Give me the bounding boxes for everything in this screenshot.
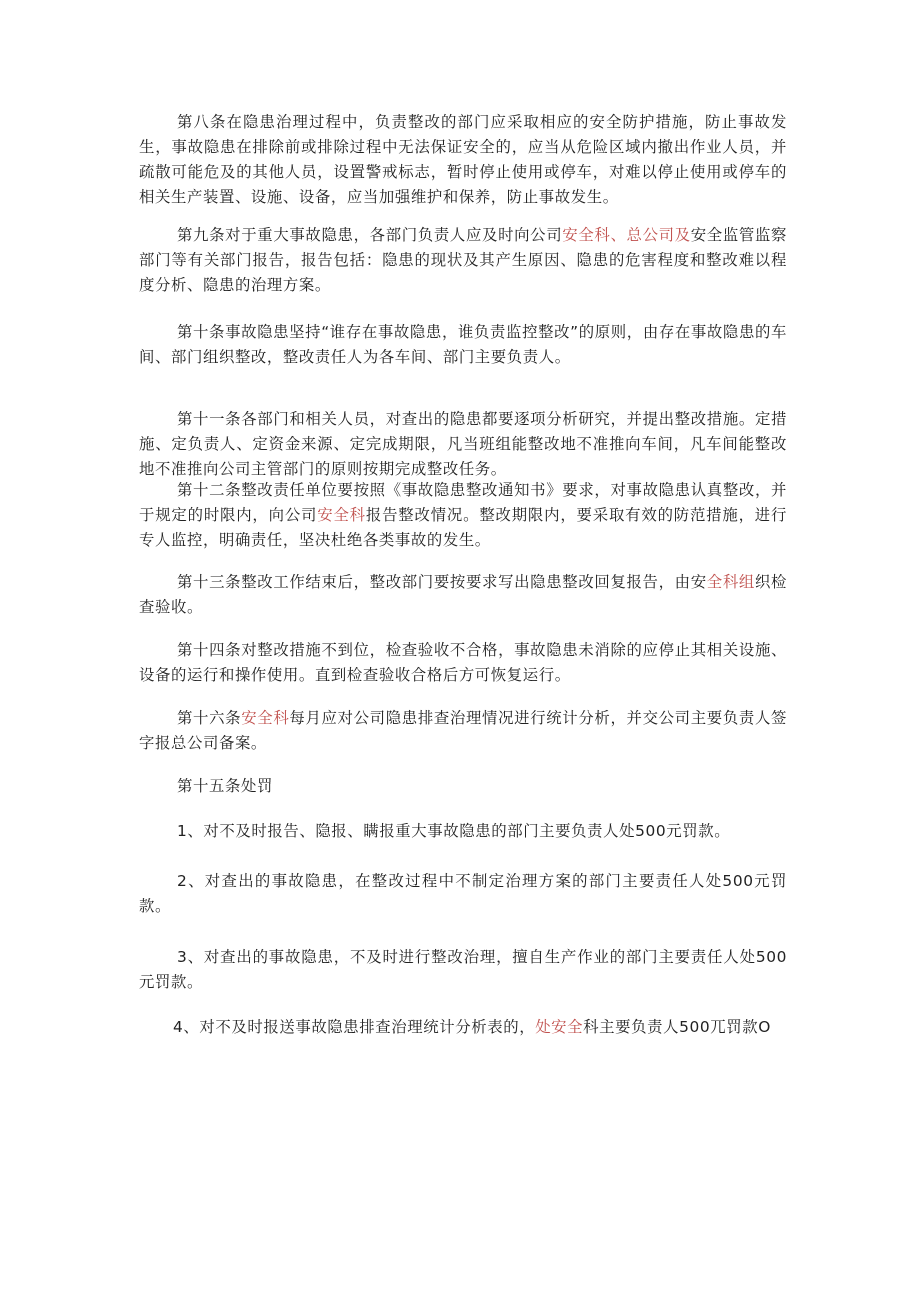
text-run: 第十一条各部门和相关人员，对查出的隐患都要逐项分析研究，并提出整改措施。定措施、定负责人、定资金来源、定完成期限，凡当班组能整改地不准推向车间，凡车间能整改地不准推向公司主管部门的原则按期完成整改任务。 [139, 410, 787, 478]
highlighted-text: 安全科、总公司及 [562, 226, 691, 244]
highlighted-text: 安全科 [241, 709, 290, 727]
text-run: 第十条事故隐患坚持“谁存在事故隐患，谁负责监控整改”的原则，由存在事故隐患的车间、部门组织整改，整改责任人为各车间、部门主要负责人。 [139, 323, 787, 366]
article-15-heading [139, 774, 787, 799]
article-11 [139, 407, 787, 482]
text-run: 第十五条处罚 [177, 777, 273, 795]
highlighted-text: 安全科 [317, 506, 366, 524]
text-run: 第九条对于重大事故隐患，各部门负责人应及时向公司 [177, 226, 563, 244]
article-8 [139, 110, 787, 210]
article-16 [139, 706, 787, 756]
text-run: 2、对查出的事故隐患，在整改过程中不制定治理方案的部门主要责任人处500元罚款。 [139, 872, 787, 915]
penalty-item-2 [139, 869, 787, 919]
text-run: 第十六条 [177, 709, 242, 727]
text-run: 1、对不及时报告、隐报、瞒报重大事故隐患的部门主要负责人处500元罚款。 [177, 822, 731, 840]
text-run: 第十三条整改工作结束后，整改部门要按要求写出隐患整改回复报告，由安 [177, 573, 707, 591]
penalty-item-4 [139, 1015, 787, 1040]
text-run: 4、对不及时报送事故隐患排查治理统计分析表的， [173, 1018, 536, 1036]
text-run: 织检查验收。 [139, 573, 787, 616]
article-13 [139, 570, 787, 620]
text-run: 第十四条对整改措施不到位，检查验收不合格，事故隐患未消除的应停止其相关设施、设备的运行和操作使用。直到检查验收合格后方可恢复运行。 [139, 641, 787, 684]
highlighted-text: 处安全 [535, 1018, 584, 1036]
highlighted-text: 全科组 [706, 573, 755, 591]
article-10 [139, 320, 787, 370]
text-run: 科主要负责人500兀罚款O [583, 1018, 771, 1036]
article-14 [139, 638, 787, 688]
text-run: 安全监管监察部门等有关部门报告，报告包括：隐患的现状及其产生原因、隐患的危害程度和整改难以程度分析、隐患的治理方案。 [139, 226, 787, 294]
penalty-item-1 [139, 819, 787, 844]
penalty-item-3 [139, 945, 787, 995]
article-9 [139, 223, 787, 298]
text-run: 每月应对公司隐患排查治理情况进行统计分析，并交公司主要负责人签字报总公司备案。 [139, 709, 787, 752]
text-run: 3、对查出的事故隐患，不及时进行整改治理，擅自生产作业的部门主要责任人处500元罚款。 [139, 948, 787, 991]
text-run: 第十二条整改责任单位要按照《事故隐患整改通知书》要求，对事故隐患认真整改，并于规定的时限内，向公司 [139, 481, 787, 524]
text-run: 第八条在隐患治理过程中，负责整改的部门应采取相应的安全防护措施，防止事故发生，事故隐患在排除前或排除过程中无法保证安全的，应当从危险区域内撤出作业人员，并疏散可能危及的其他人员，设置警戒标志，暂时停止使用或停车，对难以停止使用或停车的相关生产装置、设施、设备，应当加强维护和保养，防止事故发生。 [139, 113, 787, 206]
text-run: 报告整改情况。整改期限内，要采取有效的防范措施，进行专人监控，明确责任，坚决杜绝各类事故的发生。 [139, 506, 787, 549]
article-12 [139, 478, 787, 553]
